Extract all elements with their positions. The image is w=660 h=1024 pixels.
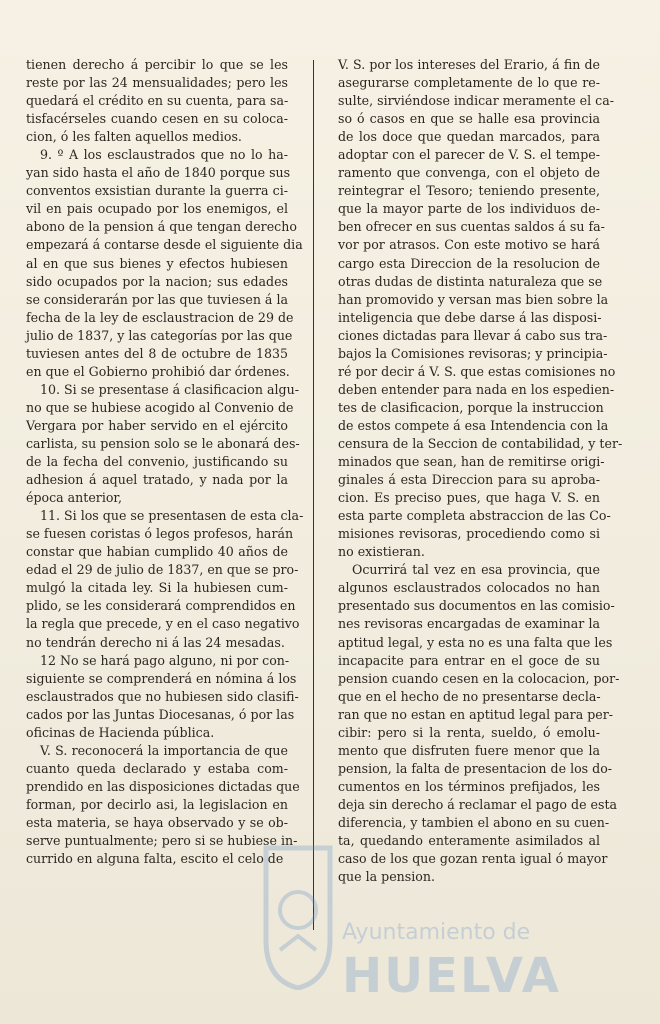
text-line: cibir: pero si la renta, sueldo, ó emolu-: [338, 724, 600, 740]
text-line: 11. Si los que se presentasen de esta cla-: [40, 508, 304, 524]
text-line: esta parte completa abstraccion de las Co-: [338, 508, 611, 524]
text-line: asegurarse completamente de lo que re-: [338, 75, 600, 91]
text-line: bajos la Comisiones revisoras; y principia-: [338, 345, 608, 361]
text-line: plido, se les considerará comprendidos en: [26, 598, 296, 614]
text-line: se fuesen coristas ó legos profesos, harán: [26, 526, 294, 542]
text-line: deben entender para nada en los espedien-: [338, 381, 615, 397]
text-line: fecha de la ley de esclaustracion de 29 de: [26, 309, 294, 325]
text-line: ta, quedando enteramente asimilados al: [338, 833, 600, 849]
text-line: carlista, su pension solo se le abonará des-: [26, 435, 300, 451]
text-line: esclaustrados que no hubiesen sido clasifi-: [26, 688, 299, 704]
text-line: ciones dictadas para llevar á cabo sus tra-: [338, 327, 608, 343]
text-line: época anterior,: [26, 490, 123, 506]
text-line: diferencia, y tambien el abono en su cuen-: [338, 814, 610, 830]
text-line: en que el Gobierno prohibió dar órdenes.: [26, 363, 290, 379]
text-line: esta materia, se haya observado y se ob-: [26, 814, 288, 830]
text-line: vor por atrasos. Con este motivo se hará: [338, 237, 600, 253]
text-line: cados por las Juntas Diocesanas, ó por las: [26, 706, 295, 722]
text-line: quedará el crédito en su cuenta, para sa-: [26, 93, 289, 109]
text-line: censura de la Seccion de contabilidad, y ter-: [338, 435, 623, 451]
text-line: aptitud legal, y esta no es una falta que les: [338, 634, 613, 650]
text-line: julio de 1837, y las categorías por las que: [26, 327, 293, 343]
text-line: incapacite para entrar en el goce de su: [338, 652, 600, 668]
text-line: V. S. por los intereses del Erario, á fin de: [338, 57, 600, 72]
text-line: deja sin derecho á reclamar el pago de esta: [338, 796, 618, 812]
text-line: no tendrán derecho ni á las 24 mesadas.: [26, 634, 285, 650]
text-line: so ó casos en que se halle esa provincia: [338, 111, 600, 127]
text-line: pension cuando cesen en la colocacion, por-: [338, 670, 620, 686]
text-line: otras dudas de distinta naturaleza que se: [338, 273, 603, 289]
text-line: 12 No se hará pago alguno, ni por con-: [40, 652, 290, 668]
text-line: conventos exsistian durante la guerra ci-: [26, 183, 288, 199]
text-line: mulgó la citada ley. Si la hubiesen cum-: [26, 580, 288, 596]
text-line: minados que sean, han de remitirse origi-: [338, 454, 605, 470]
text-line: 9. º A los esclaustrados que no lo ha-: [40, 147, 288, 163]
text-line: adoptar con el parecer de V. S. el tempe-: [338, 147, 600, 163]
text-line: al en que sus bienes y efectos hubiesen: [26, 255, 288, 271]
text-line: pension, la falta de presentacion de los do-: [338, 760, 613, 776]
text-line: cuanto queda declarado y estaba com-: [26, 760, 288, 776]
column-divider: [313, 60, 314, 930]
text-line: forman, por decirlo asi, la legislacion en: [26, 796, 288, 812]
text-line: serve puntualmente; pero si se hubiese in-: [26, 833, 298, 849]
text-line: que la mayor parte de los individuos de-: [338, 201, 600, 217]
text-line: misiones revisoras, procediendo como si: [338, 526, 600, 542]
text-line: siguiente se comprenderá en nómina á los: [26, 670, 297, 686]
text-line: vil en pais ocupado por los enemigos, el: [26, 201, 288, 217]
text-line: edad el 29 de julio de 1837, en que se pro-: [26, 562, 299, 578]
text-line: cumentos en los términos prefijados, les: [338, 778, 600, 794]
text-line: 10. Si se presentase á clasificacion algu-: [40, 381, 299, 397]
text-line: Ocurrirá tal vez en esa provincia, que: [352, 562, 600, 578]
text-line: reste por las 24 mensualidades; pero les: [26, 75, 288, 91]
text-line: ran que no estan en aptitud legal para per-: [338, 706, 614, 722]
text-line: tuviesen antes del 8 de octubre de 1835: [26, 345, 288, 361]
text-line: no que se hubiese acogido al Convenio de: [26, 399, 294, 415]
text-line: la regla que precede, y en el caso negativo: [26, 616, 300, 632]
watermark-line2: HUELVA: [342, 948, 561, 1004]
text-line: ginales á esta Direccion para su aproba-: [338, 472, 600, 488]
text-line: adhesion á aquel tratado, y nada por la: [26, 472, 288, 488]
text-line: nes revisoras encargadas de examinar la: [338, 616, 600, 632]
right-text-column: [338, 56, 623, 886]
text-line: constar que habian cumplido 40 años de: [26, 544, 288, 560]
text-line: currido en alguna falta, escito el celo de: [26, 851, 284, 867]
text-line: oficinas de Hacienda pública.: [26, 724, 215, 740]
text-line: V. S. reconocerá la importancia de que: [40, 742, 288, 758]
text-line: que la pension.: [338, 869, 435, 885]
text-line: cion. Es preciso pues, que haga V. S. en: [338, 490, 600, 506]
text-line: tisfacérseles cuando cesen en su coloca-: [26, 111, 288, 127]
text-line: caso de los que gozan renta igual ó mayor: [338, 851, 608, 867]
text-line: no existieran.: [338, 544, 425, 560]
text-line: de la fecha del convenio, justificando su: [26, 454, 288, 470]
text-line: ramento que convenga, con el objeto de: [338, 165, 600, 181]
text-line: Vergara por haber servido en el ejército: [26, 417, 288, 433]
text-line: se considerarán por las que tuviesen á la: [26, 291, 288, 307]
text-line: ré por decir á V. S. que estas comisiones no: [338, 363, 616, 379]
text-line: que en el hecho de no presentarse decla-: [338, 688, 601, 704]
text-line: de estos compete á esa Intendencia con la: [338, 417, 609, 433]
text-line: ben ofrecer en sus cuentas saldos á su fa-: [338, 219, 605, 235]
text-line: mento que disfruten fuere menor que la: [338, 742, 600, 758]
text-line: algunos esclaustrados colocados no han: [338, 580, 600, 596]
text-line: inteligencia que debe darse á las disposi-: [338, 309, 602, 325]
text-line: abono de la pension á que tengan derecho: [26, 219, 297, 235]
text-line: presentado sus documentos en las comisio-: [338, 598, 615, 614]
text-line: reintegrar el Tesoro; teniendo presente,: [338, 183, 600, 199]
watermark-line1: Ayuntamiento de: [342, 920, 531, 945]
text-line: han promovido y versan mas bien sobre la: [338, 291, 609, 307]
text-line: sulte, sirviéndose indicar meramente el ca-: [338, 93, 614, 109]
text-line: cion, ó les falten aquellos medios.: [26, 129, 242, 145]
text-line: tienen derecho á percibir lo que se les: [26, 57, 288, 72]
text-line: tes de clasificacion, porque la instruccion: [338, 399, 604, 415]
text-line: yan sido hasta el año de 1840 porque sus: [26, 165, 291, 181]
text-line: sido ocupados por la nacion; sus edades: [26, 273, 288, 289]
text-line: cargo esta Direccion de la resolucion de: [338, 255, 600, 271]
left-text-column: [26, 56, 304, 868]
text-line: de los doce que quedan marcados, para: [338, 129, 600, 145]
text-line: empezará á contarse desde el siguiente dia: [26, 237, 303, 253]
text-line: prendido en las disposiciones dictadas que: [26, 778, 300, 794]
